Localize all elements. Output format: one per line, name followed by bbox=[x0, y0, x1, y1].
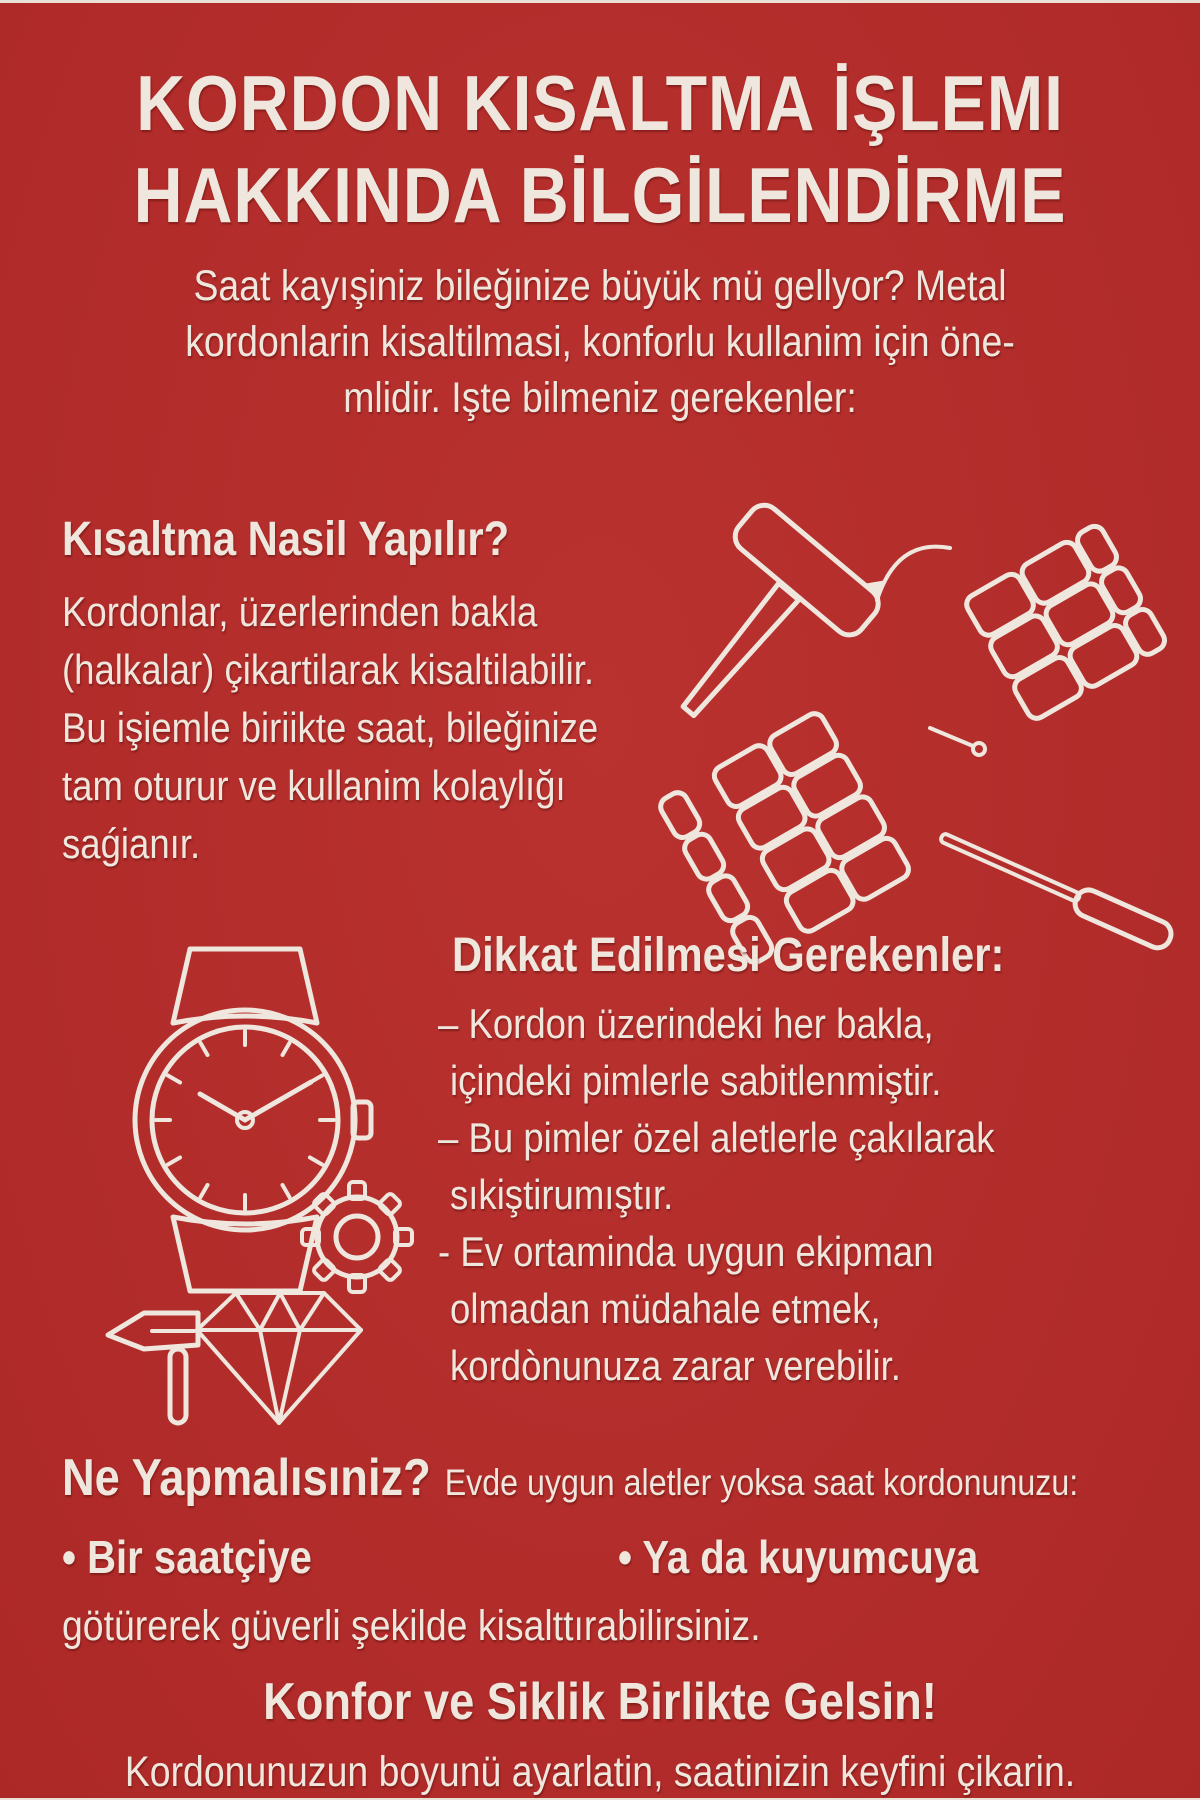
bullet-jeweler: • Ya da kuyumcuya bbox=[618, 1531, 979, 1583]
how-line-3: Bu işiemle biriikte saat, bileğinize bbox=[62, 704, 599, 751]
attention-line-7: kordònunuza zarar verebilir. bbox=[450, 1342, 901, 1389]
footer-subline: Kordonunuzun boyunü ayarlatin, saatinizin keyfini çikarin. bbox=[124, 1748, 1076, 1796]
attention-heading: Dikkat Edilmesi Gerekenler: bbox=[452, 929, 1005, 982]
page-title-line-1: KORDON KISALTMA İŞLEMI bbox=[136, 59, 1064, 147]
how-line-5: saǵianır. bbox=[62, 820, 201, 867]
footer-headline: Konfor ve Siklik Birlikte Gelsin! bbox=[263, 1673, 937, 1731]
intro-line-2: kordonlarin kisaltilmasi, konforlu kullanim için öne- bbox=[185, 318, 1015, 366]
attention-line-3: – Bu pimler özel aletlerle çakılarak bbox=[438, 1114, 995, 1161]
quality-tools-art bbox=[100, 1285, 430, 1430]
attention-line-2: içindeki pimlerle sabitlenmiştir. bbox=[450, 1057, 942, 1104]
how-line-1: Kordonlar, üzerlerinden bakla bbox=[62, 588, 538, 635]
how-line-2: (halkalar) çikartilarak kisaltilabilir. bbox=[62, 646, 595, 693]
hammer-icon bbox=[627, 499, 885, 763]
detached-links-icon bbox=[963, 523, 1168, 722]
what-intro: Evde uygun aletler yoksa saat kordonunuzu: bbox=[444, 1462, 1079, 1503]
gear-icon bbox=[302, 1182, 412, 1292]
diamond-icon bbox=[197, 1293, 361, 1423]
intro-line-3: mlidir. Işte bilmeniz gerekenler: bbox=[343, 374, 857, 422]
attention-line-5: - Ev ortaminda uygun ekipman bbox=[438, 1228, 934, 1275]
watch-gear-art bbox=[95, 945, 425, 1295]
how-line-4: tam oturur ve kullanim kolaylığı bbox=[62, 762, 566, 809]
how-heading: Kısaltma Nasil Yapılır? bbox=[62, 513, 510, 566]
bullet-watchmaker: • Bir saatçiye bbox=[62, 1531, 312, 1583]
attention-line-6: olmadan müdahale etmek, bbox=[450, 1285, 881, 1332]
attention-line-4: sıkiştirumıştır. bbox=[450, 1171, 674, 1218]
what-closing: götürerek güverli şekilde kisalttırabilirsiniz. bbox=[62, 1602, 761, 1650]
page-title-line-2: HAKKINDA BİLGİLENDİRME bbox=[133, 151, 1067, 239]
what-row bbox=[62, 1448, 1078, 1508]
attention-line-1: – Kordon üzerindeki her bakla, bbox=[438, 1000, 934, 1047]
link-pin-icon bbox=[930, 728, 985, 755]
intro-line-1: Saat kayışiniz bileğinize büyük mü gellyor? Metal bbox=[193, 262, 1007, 310]
top-edge-strip bbox=[0, 0, 1200, 3]
caliper-icon bbox=[108, 1313, 198, 1423]
what-heading: Ne Yapmalısıniz? bbox=[62, 1449, 431, 1507]
